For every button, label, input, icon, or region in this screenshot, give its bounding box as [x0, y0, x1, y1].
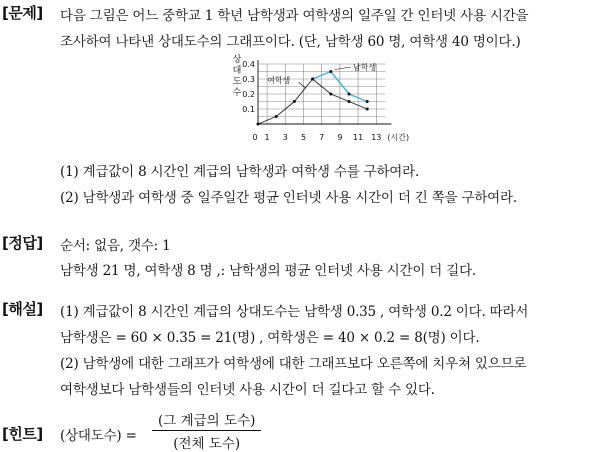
explanation-line-4: 여학생보다 남학생들의 인터넷 사용 시간이 더 길다고 할 수 있다. [60, 382, 435, 398]
y-axis-label-char: 도 [232, 77, 242, 87]
x-tick-label: 11 [353, 133, 364, 142]
x-tick-label: 0 [252, 133, 258, 142]
chart-labels [233, 53, 409, 142]
point-girls [366, 108, 369, 111]
point-girls [329, 93, 332, 96]
point-boys [366, 100, 369, 103]
girls-series-label: 여학생 [267, 76, 291, 85]
y-axis-label-char: 수 [232, 88, 242, 98]
point-boys [348, 93, 351, 96]
y-tick-label: 0.2 [242, 90, 255, 99]
y-axis-label-char: 대 [232, 66, 242, 76]
point-girls [275, 115, 278, 118]
relative-frequency-chart [228, 52, 428, 146]
problem-line-2: 조사하여 나타낸 상대도수의 그래프이다. (단, 남학생 60 명, 여학생 40 명이다.) [60, 34, 521, 50]
hint-fraction [152, 409, 261, 452]
question-2: (2) 남학생과 여학생 중 일주일간 평균 인터넷 사용 시간이 더 긴 쪽을 구하여라. [60, 190, 517, 206]
answer-line-2: 남학생 21 명, 여학생 8 명 ,: 남학생의 평균 인터넷 사용 시간이 더 길다. [60, 263, 477, 279]
y-tick-label: 0.4 [242, 60, 255, 69]
girls-leader-line [298, 82, 305, 88]
answer-tag: [정답] [2, 234, 43, 252]
x-tick-label: 9 [337, 133, 343, 142]
boys-leader-line [335, 67, 351, 70]
hint-denominator: (전체 도수) [173, 436, 241, 452]
point-girls [311, 78, 314, 81]
answer-line-1: 순서: 없음, 갯수: 1 [60, 238, 171, 254]
explanation-tag: [해설] [2, 300, 43, 318]
explanation-line-3: (2) 남학생에 대한 그래프가 여학생에 대한 그래프보다 오른쪽에 치우쳐 있으므로 [60, 356, 527, 372]
y-tick-label: 0.3 [242, 75, 255, 84]
hint-tag: [힌트] [2, 425, 43, 443]
x-tick-label: 7 [319, 133, 325, 142]
x-tick-label: 3 [282, 133, 288, 142]
point-girls [257, 123, 260, 126]
point-girls [348, 100, 351, 103]
x-axis-unit: (시간) [387, 133, 410, 142]
chart-grid [258, 64, 385, 124]
problem-line-1: 다음 그림은 어느 중학교 1 학년 남학생과 여학생의 일주일 간 인터넷 사용 시간을 [60, 8, 529, 24]
boys-series-label: 남학생 [353, 63, 377, 72]
point-boys [329, 70, 332, 73]
x-tick-label: 1 [264, 133, 270, 142]
question-1: (1) 계급값이 8 시간인 계급의 남학생과 여학생 수를 구하여라. [60, 164, 420, 180]
problem-tag: [문제] [2, 4, 43, 22]
y-axis-label-char: 상 [232, 55, 242, 65]
hint-numerator: (그 계급의 도수) [152, 409, 261, 431]
explanation-line-2: 남학생은 = 60 × 0.35 = 21(명) , 여학생은 = 40 × 0.2 = 8(명) 이다. [60, 330, 480, 346]
explanation-line-1: (1) 계급값이 8 시간인 계급의 상대도수는 남학생 0.35 , 여학생 0.2 이다. 따라서 [60, 304, 529, 320]
x-tick-label: 5 [300, 133, 307, 142]
point-girls [293, 100, 296, 103]
x-tick-label: 13 [371, 133, 382, 142]
y-tick-label: 0.1 [242, 105, 255, 114]
hint-lhs: (상대도수) = [60, 428, 137, 444]
